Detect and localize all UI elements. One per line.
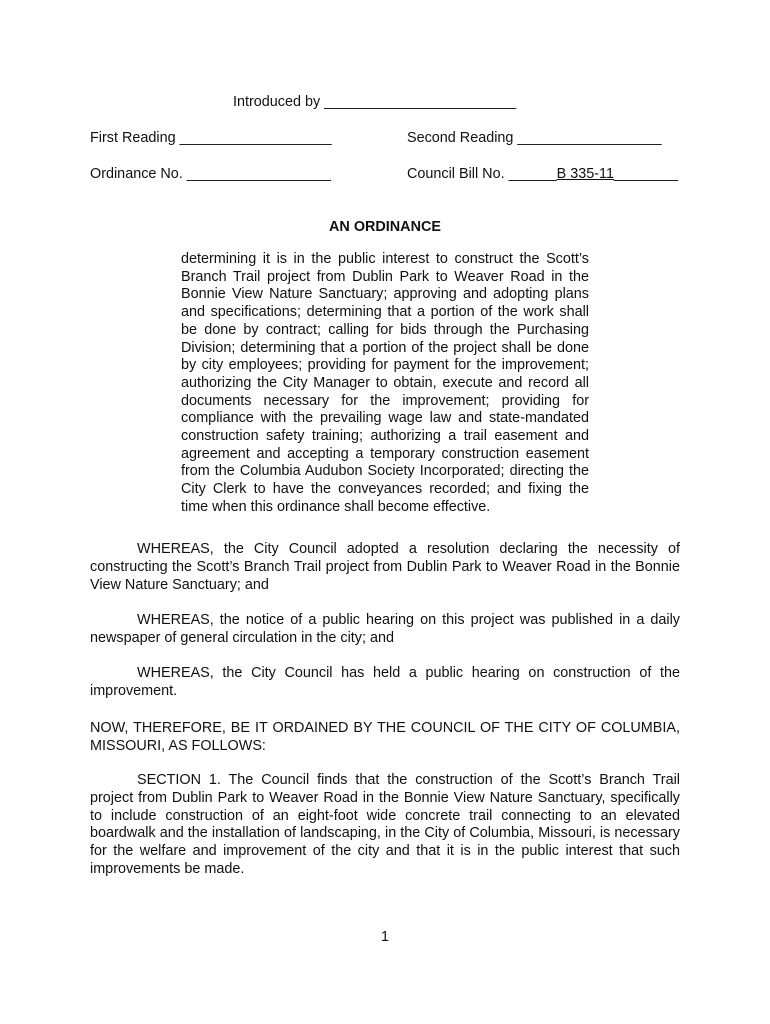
introduced-by-field: Introduced by ________________________: [233, 94, 517, 110]
enacting-clause: NOW, THEREFORE, BE IT ORDAINED BY THE COUNCIL OF THE CITY OF COLUMBIA, MISSOURI, AS FOLLOWS:: [90, 720, 680, 754]
second-reading-field: Second Reading __________________: [407, 130, 662, 146]
whereas-paragraph-2: WHEREAS, the notice of a public hearing on this project was published in a daily newspaper of general circulation in the city; and: [90, 612, 680, 646]
council-bill-pad-right: ________: [613, 166, 678, 182]
first-reading-field: First Reading ___________________: [90, 130, 332, 146]
page-number: 1: [380, 929, 389, 945]
council-bill-pad-left: ______: [508, 166, 557, 182]
council-bill-label: Council Bill No.: [407, 166, 509, 182]
council-bill-value: B 335-11: [556, 166, 614, 182]
document-title: AN ORDINANCE: [329, 219, 441, 235]
whereas-paragraph-3: WHEREAS, the City Council has held a public hearing on construction of the improvement.: [90, 665, 680, 699]
section-1-paragraph: SECTION 1. The Council finds that the construction of the Scott’s Branch Trail project from Dublin Park to Weaver Road in the Bonnie View Nature Sanctuary, specifically to include construction of an eight-foot wide concrete trail connecting to an elevated boardwalk and the installation of landscaping, in the City of Columbia, Missouri, is necessary for the welfare and improvement of the city and that it is in the public interest that such improvements be made.: [90, 772, 680, 877]
ordinance-number-field: Ordinance No. __________________: [90, 166, 331, 182]
ordinance-summary: determining it is in the public interest to construct the Scott’s Branch Trail project from Dublin Park to Weaver Road in the Bonnie View Nature Sanctuary; approving and adopting plans and specifications; determining that a portion of the work shall be done by contract; calling for bids through the Purchasing Division; determining that a portion of the project shall be done by city employees; providing for payment for the improvement; authorizing the City Manager to obtain, execute and record all documents necessary for the improvement; providing for compliance with the prevailing wage law and state-mandated construction safety training; authorizing a trail easement and agreement and accepting a temporary construction easement from the Columbia Audubon Society Incorporated; directing the City Clerk to have the conveyances recorded; and fixing the time when this ordinance shall become effective.: [181, 251, 589, 515]
council-bill-field: [407, 166, 678, 184]
whereas-paragraph-1: WHEREAS, the City Council adopted a resolution declaring the necessity of constructing the Scott’s Branch Trail project from Dublin Park to Weaver Road in the Bonnie View Nature Sanctuary; and: [90, 541, 680, 593]
